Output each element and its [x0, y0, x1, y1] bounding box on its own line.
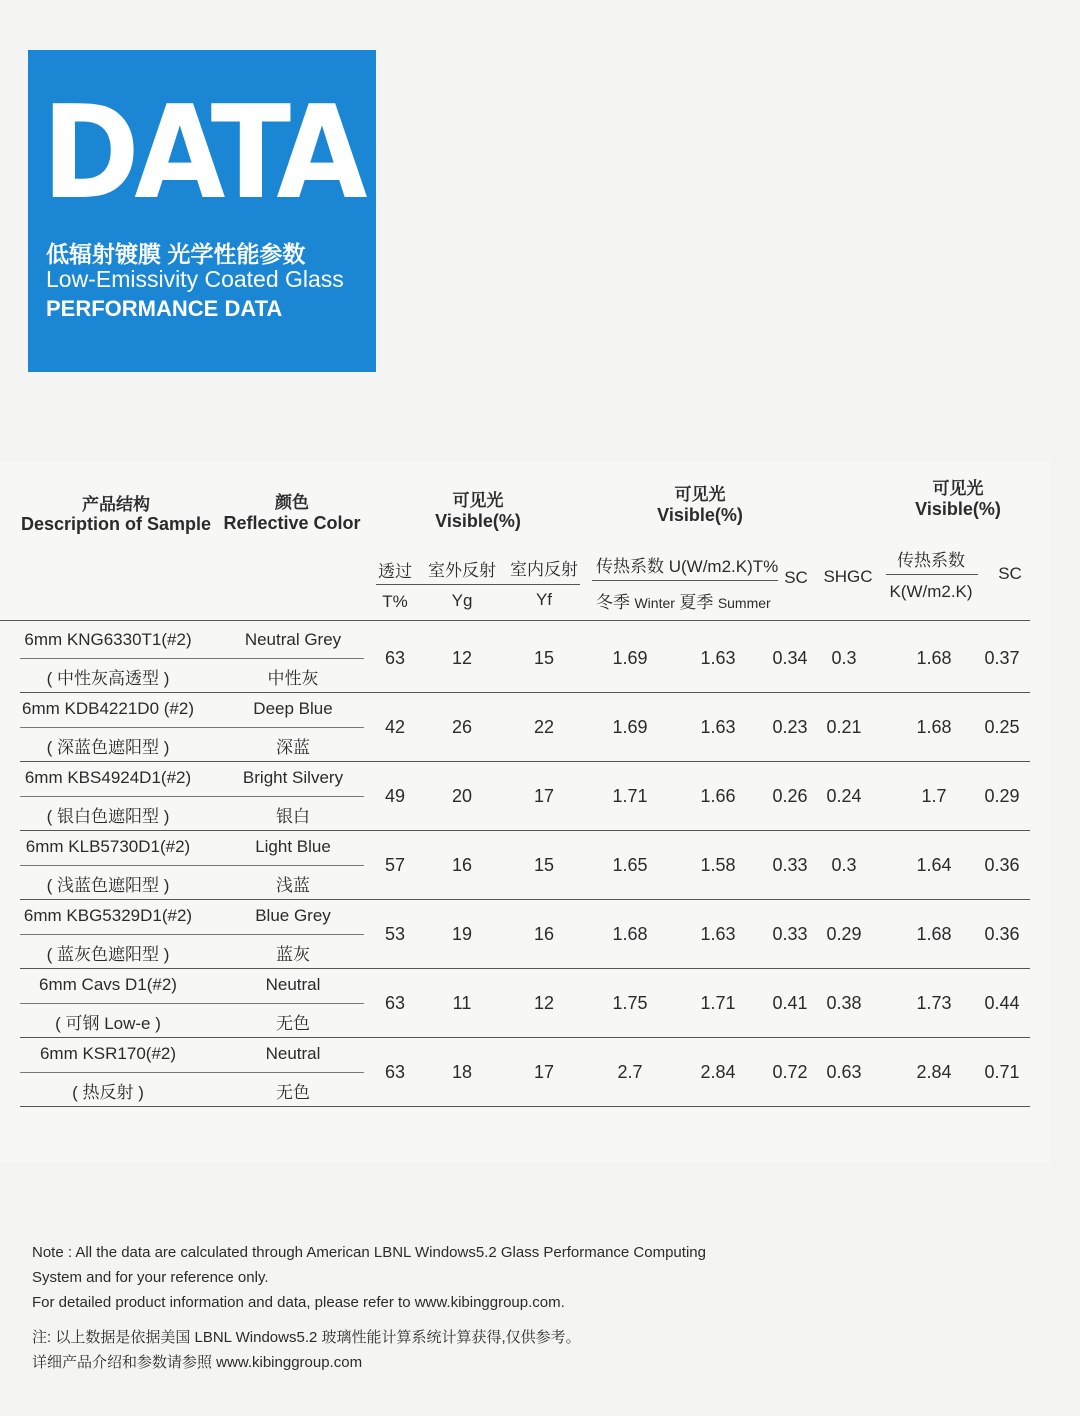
rule-sub-3 — [886, 574, 978, 575]
row-value-winter: 1.69 — [612, 717, 648, 737]
row-divider-inner — [20, 865, 364, 866]
sub-winter-summer — [596, 588, 771, 613]
row-divider — [20, 968, 1030, 969]
row-desc-type: ( 中性灰高透型 ) — [46, 669, 170, 688]
row-value-shgc: 0.3 — [831, 648, 857, 668]
row-value-sc2: 0.29 — [984, 786, 1020, 806]
group2-cn: 可见光 — [674, 485, 726, 504]
row-color-cn: 中性灰 — [267, 669, 319, 688]
row-color-en: Light Blue — [255, 837, 331, 856]
sub-trans-en: T% — [382, 592, 408, 611]
row-value-yf: 15 — [533, 855, 555, 875]
row-value-yf: 17 — [533, 786, 555, 806]
row-value-winter: 2.7 — [617, 1062, 643, 1082]
sub-in-en: Yf — [535, 590, 553, 609]
note-line-5: 详细产品介绍和参数请参照 www.kibinggroup.com — [32, 1354, 363, 1371]
sub-u-label: 传热系数 U(W/m2.K)T% — [596, 557, 779, 576]
row-divider — [20, 1106, 1030, 1107]
group3-cn: 可见光 — [932, 479, 984, 498]
group1-en: Visible(%) — [435, 511, 521, 531]
row-desc-type: ( 银白色遮阳型 ) — [46, 807, 170, 826]
row-value-t: 63 — [384, 648, 406, 668]
row-color-cn: 无色 — [276, 1083, 310, 1102]
row-desc-model: 6mm KSR170(#2) — [39, 1044, 177, 1063]
sub-trans-cn: 透过 — [378, 562, 412, 581]
row-value-yf: 15 — [533, 648, 555, 668]
row-color-cn: 浅蓝 — [276, 876, 310, 895]
row-desc-type: ( 可钢 Low-e ) — [55, 1014, 161, 1033]
rule-header — [0, 620, 1030, 621]
sub-winter-en: Winter — [634, 595, 675, 611]
row-value-yf: 22 — [533, 717, 555, 737]
row-value-k: 1.64 — [916, 855, 952, 875]
row-value-sc: 0.23 — [772, 717, 808, 737]
subtitle-performance: PERFORMANCE DATA — [46, 296, 283, 321]
row-color-cn: 蓝灰 — [276, 945, 310, 964]
subtitle-english: Low-Emissivity Coated Glass — [46, 266, 344, 292]
row-value-k: 1.68 — [916, 717, 952, 737]
row-color-en: Neutral — [265, 975, 321, 994]
row-value-k: 1.7 — [921, 786, 947, 806]
row-value-sc2: 0.36 — [984, 924, 1020, 944]
note-line-2: System and for your reference only. — [32, 1269, 269, 1286]
row-desc-model: 6mm KLB5730D1(#2) — [25, 837, 191, 856]
row-value-k: 2.84 — [916, 1062, 952, 1082]
note-line-4: 注: 以上数据是依据美国 LBNL Windows5.2 玻璃性能计算系统计算获得,仅供参考。 — [32, 1329, 581, 1346]
row-desc-type: ( 深蓝色遮阳型 ) — [46, 738, 170, 757]
row-value-sc: 0.41 — [772, 993, 808, 1013]
sub-summer-cn: 夏季 — [679, 593, 714, 612]
group2-en: Visible(%) — [657, 505, 743, 525]
row-desc-type: ( 蓝灰色遮阳型 ) — [46, 945, 170, 964]
row-desc-model: 6mm KBG5329D1(#2) — [23, 906, 193, 925]
row-value-sc: 0.26 — [772, 786, 808, 806]
row-value-winter: 1.71 — [612, 786, 648, 806]
row-value-k: 1.68 — [916, 648, 952, 668]
sub-shgc: SHGC — [823, 567, 873, 586]
row-divider — [20, 692, 1030, 693]
row-value-yg: 12 — [451, 648, 473, 668]
row-value-sc2: 0.44 — [984, 993, 1020, 1013]
sub-in-cn: 室内反射 — [510, 560, 578, 579]
row-value-shgc: 0.21 — [826, 717, 862, 737]
row-divider — [20, 761, 1030, 762]
row-divider-inner — [20, 1003, 364, 1004]
row-value-shgc: 0.24 — [826, 786, 862, 806]
col-desc-cn: 产品结构 — [82, 495, 150, 514]
row-color-en: Blue Grey — [255, 906, 331, 925]
rule-sub-1 — [376, 584, 580, 585]
row-divider-inner — [20, 1072, 364, 1073]
sub-summer-en: Summer — [717, 595, 771, 611]
subtitle-chinese: 低辐射镀膜 光学性能参数 — [46, 241, 306, 267]
row-value-yf: 12 — [533, 993, 555, 1013]
col-color-en: Reflective Color — [223, 513, 361, 533]
note-line-3: For detailed product information and data, please refer to www.kibinggroup.com. — [32, 1294, 565, 1311]
row-value-summer: 1.66 — [700, 786, 736, 806]
row-value-sc: 0.33 — [772, 924, 808, 944]
row-value-shgc: 0.3 — [831, 855, 857, 875]
group3-en: Visible(%) — [915, 499, 1001, 519]
row-color-cn: 银白 — [276, 807, 310, 826]
row-value-yg: 20 — [451, 786, 473, 806]
row-value-summer: 1.63 — [700, 648, 736, 668]
row-value-winter: 1.65 — [612, 855, 648, 875]
row-desc-type: ( 热反射 ) — [72, 1083, 144, 1102]
row-desc-type: ( 浅蓝色遮阳型 ) — [46, 876, 170, 895]
row-value-yg: 26 — [451, 717, 473, 737]
row-divider — [20, 1037, 1030, 1038]
group1-cn: 可见光 — [452, 491, 504, 510]
row-value-sc2: 0.25 — [984, 717, 1020, 737]
row-value-winter: 1.75 — [612, 993, 648, 1013]
row-divider — [20, 830, 1030, 831]
row-value-k: 1.68 — [916, 924, 952, 944]
row-value-summer: 1.71 — [700, 993, 736, 1013]
row-desc-model: 6mm KDB4221D0 (#2) — [22, 699, 194, 718]
sub-sc: SC — [784, 568, 808, 587]
sub-sc2: SC — [998, 564, 1022, 583]
row-desc-model: 6mm KNG6330T1(#2) — [24, 630, 192, 649]
row-value-sc: 0.33 — [772, 855, 808, 875]
row-value-yg: 19 — [451, 924, 473, 944]
sub-k-en: K(W/m2.K) — [889, 582, 973, 601]
row-value-t: 63 — [384, 993, 406, 1013]
row-value-winter: 1.68 — [612, 924, 648, 944]
row-value-t: 57 — [384, 855, 406, 875]
rule-sub-2 — [592, 580, 778, 581]
sub-winter-cn: 冬季 — [596, 593, 630, 612]
row-divider-inner — [20, 658, 364, 659]
row-divider-inner — [20, 934, 364, 935]
row-value-t: 42 — [384, 717, 406, 737]
row-value-t: 49 — [384, 786, 406, 806]
row-color-cn: 深蓝 — [276, 738, 310, 757]
row-desc-model: 6mm KBS4924D1(#2) — [24, 768, 192, 787]
row-divider — [20, 899, 1030, 900]
sub-k-cn: 传热系数 — [897, 551, 965, 570]
row-value-t: 63 — [384, 1062, 406, 1082]
row-color-en: Neutral Grey — [244, 630, 342, 649]
row-divider-inner — [20, 796, 364, 797]
row-value-yg: 11 — [452, 993, 472, 1013]
col-desc-en: Description of Sample — [20, 514, 212, 534]
row-color-en: Bright Silvery — [242, 768, 344, 787]
row-value-shgc: 0.29 — [826, 924, 862, 944]
row-value-shgc: 0.38 — [826, 993, 862, 1013]
row-value-summer: 1.63 — [700, 717, 736, 737]
row-value-yg: 18 — [451, 1062, 473, 1082]
row-value-yf: 16 — [533, 924, 555, 944]
footnotes — [32, 1240, 1032, 1375]
row-value-sc2: 0.37 — [984, 648, 1020, 668]
data-logo: DATA — [42, 79, 362, 228]
row-desc-model: 6mm Cavs D1(#2) — [39, 975, 177, 994]
row-value-sc: 0.34 — [772, 648, 808, 668]
row-value-winter: 1.69 — [612, 648, 648, 668]
row-value-yf: 17 — [533, 1062, 555, 1082]
row-value-t: 53 — [384, 924, 406, 944]
row-value-summer: 2.84 — [700, 1062, 736, 1082]
row-value-sc2: 0.71 — [984, 1062, 1020, 1082]
row-color-en: Deep Blue — [253, 699, 333, 718]
row-value-sc: 0.72 — [772, 1062, 808, 1082]
row-value-sc2: 0.36 — [984, 855, 1020, 875]
row-color-cn: 无色 — [276, 1014, 310, 1033]
row-divider-inner — [20, 727, 364, 728]
row-color-en: Neutral — [265, 1044, 321, 1063]
row-value-summer: 1.63 — [700, 924, 736, 944]
note-line-1: Note : All the data are calculated through American LBNL Windows5.2 Glass Performance Computing — [32, 1244, 706, 1261]
sub-out-cn: 室外反射 — [428, 561, 496, 580]
row-value-summer: 1.58 — [700, 855, 736, 875]
row-value-k: 1.73 — [916, 993, 952, 1013]
title-panel — [28, 50, 376, 372]
performance-table — [0, 462, 1050, 1162]
col-color-cn: 颜色 — [275, 493, 309, 512]
row-value-yg: 16 — [451, 855, 473, 875]
row-value-shgc: 0.63 — [826, 1062, 862, 1082]
sub-out-en: Yg — [451, 591, 473, 610]
